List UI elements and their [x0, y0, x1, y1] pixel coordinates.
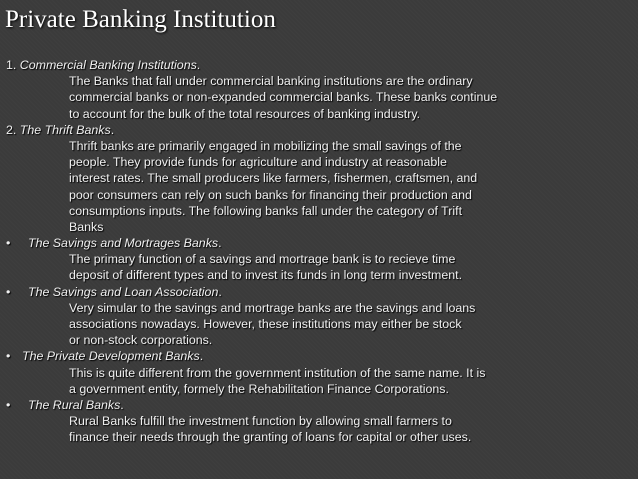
body-line: commercial banks or non-expanded commercial banks. These banks continue	[69, 90, 498, 105]
section-number: 2.	[6, 122, 17, 137]
bullet-heading-private-development: • The Private Development Banks.	[6, 349, 204, 364]
bullet-heading-rural: • The Rural Banks.	[6, 397, 124, 412]
body-line: This is quite different from the government institution of the same name. It is	[69, 365, 486, 380]
body-line: people. They provide funds for agriculture and industry at reasonable	[69, 155, 447, 170]
section-heading-commercial: 1. Commercial Banking Institutions.	[6, 58, 201, 72]
bullet-title: The Savings and Loan Association	[28, 284, 219, 299]
bullet-icon: •	[6, 349, 11, 364]
section-title: The Thrift Banks	[19, 122, 111, 137]
section-title: Commercial Banking Institutions	[19, 58, 197, 72]
bullet-heading-savings-loan: • The Savings and Loan Association.	[6, 284, 222, 299]
body-line: The Banks that fall under commercial banking institutions are the ordinary	[69, 74, 473, 89]
slide-title: Private Banking Institution	[5, 6, 276, 33]
bullet-icon: •	[6, 236, 11, 251]
body-line: Rural Banks fulfill the investment function by allowing small farmers to	[69, 414, 452, 429]
body-line: deposit of different types and to invest its funds in long term investment.	[69, 268, 463, 283]
body-line: Thrift banks are primarily engaged in mobilizing the small savings of the	[69, 138, 462, 153]
section-heading-thrift: 2. The Thrift Banks.	[6, 122, 115, 137]
body-line: a government entity, formely the Rehabilitation Finance Corporations.	[69, 381, 449, 396]
body-line: associations nowadays. However, these institutions may either be stock	[69, 317, 462, 331]
body-line: finance their needs through the granting of loans for capital or other uses.	[69, 430, 472, 445]
bullet-title: The Savings and Mortrages Banks	[28, 236, 219, 251]
body-line: poor consumers can rely on such banks for financing their production and	[69, 187, 472, 202]
bullet-icon: •	[6, 397, 11, 412]
section-number: 1.	[6, 58, 17, 72]
bullet-heading-savings-mortgage: • The Savings and Mortrages Banks.	[6, 236, 222, 251]
slide-body	[6, 57, 634, 446]
body-line: to account for the bulk of the total resources of banking industry.	[69, 106, 421, 121]
bullet-title: The Private Development Banks	[22, 349, 200, 364]
bullet-icon: •	[6, 284, 11, 299]
body-line: or non-stock corporations.	[69, 333, 213, 348]
body-line: Banks	[69, 219, 104, 234]
body-line: Very simular to the savings and mortrage banks are the savings and loans	[69, 300, 476, 315]
body-line: interest rates. The small producers like farmers, fishermen, craftsmen, and	[69, 171, 478, 186]
body-line: The primary function of a savings and mortrage bank is to recieve time	[69, 252, 456, 267]
bullet-title: The Rural Banks	[28, 397, 121, 412]
body-line: consumptions inputs. The following banks fall under the category of Trift	[69, 203, 463, 218]
